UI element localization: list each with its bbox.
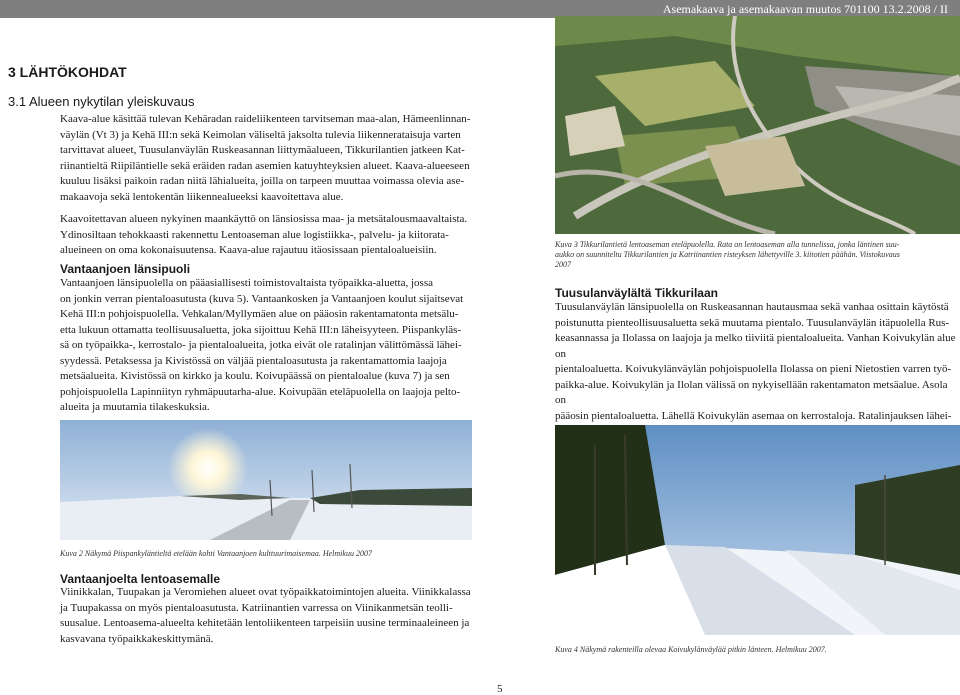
section-heading: 3 LÄHTÖKOHDAT: [8, 64, 127, 80]
caption-line: aukko on suunniteltu Tikkurilantien ja Katriinantien risteyksen lähettyville 3. kiitotien päähän. Viistokuvaus: [555, 250, 900, 259]
text-line: etta lukuun ottamatta teollisuusaluetta, joka sijoittuu Kehä III:n läheisyyteen. Piispankyläs-: [60, 323, 462, 336]
text-line: väylän (Vt 3) ja Kehä III:n sekä Keimolan väliseltä jaksolta tulevia liikennerataisuja varten: [60, 128, 461, 141]
text-line: on jonkin verran pientaloasutusta (kuva 5). Vantaankosken ja Vantaanjoen koulut sijaitsevat: [60, 292, 464, 305]
text-line: pohjoispuolella Lapinniityn ryhmäpuutarha-alue. Koivupään eteläpuolella on laajoja pelto-: [60, 385, 461, 398]
caption-line: 2007: [555, 260, 571, 269]
caption-line: Kuva 3 Tikkurilantietä lentoaseman eteläpuolella. Rata on lentoaseman alla tunnelissa, jonka läntinen suu-: [555, 240, 900, 249]
text-line: ja Tuupakassa on myös pientaloasutusta. Katriinantien varressa on Viinikanmetsän teolli-: [60, 601, 453, 614]
text-line: alueineen on oma kokonaisuutensa. Kaava-alue rajautuu itäosissaan pientaloalueisiin.: [60, 244, 437, 256]
text-line: Tuusulanväylän länsipuolella on Ruskeasannan hautausmaa sekä vanhaa osittain käytöstä: [555, 301, 949, 313]
text-line: pientaloaluetta. Koivukylänväylän pohjoispuolella Ilolassa on pieni Nietostien varren työ-: [555, 363, 952, 375]
photo-kuva-2: [60, 420, 472, 540]
text-line: metsäalueita. Kivistössä on kirkko ja koulu. Koivupäässä on pientaloalue (kuva 7) ja sen: [60, 370, 450, 382]
photo-kuva-4: [555, 425, 960, 635]
land-use-paragraph: [60, 212, 540, 259]
text-line: Kehä III:n pohjoispuolella. Vehkalan/Myllymäen alue on pääosin rakentamatonta metsälu-: [60, 308, 459, 320]
text-line: alueita ja muutamia tilakeskuksia.: [60, 401, 210, 413]
text-line: Ydinosiltaan tehokkaasti rakennettu Lentoaseman alue logistiikka-, palvelu- ja kiitorata-: [60, 228, 449, 241]
text-line: kuuluu lisäksi paikoin radan niitä lähialueita, joilla on tarpeen muuttaa voimassa olevia ase-: [60, 175, 465, 187]
photo-kuva-3: [555, 16, 960, 234]
text-line: tarvittavat alueet, Tuusulanväylän Ruskeasannan liittymäalueen, Tikkurilantien jatkeen Kat-: [60, 144, 465, 156]
tuusulanvayla-heading: Tuusulanväylältä Tikkurilaan: [555, 286, 718, 300]
subsection-heading: 3.1 Alueen nykytilan yleiskuvaus: [8, 94, 195, 109]
text-line: Vantaanjoen länsipuolella on pääasiallisesti toimistovaltaista työpaikka-aluetta, jossa: [60, 277, 433, 289]
text-line: syydessä. Petaksessa ja Kivistössä on väljää pientaloasutusta ja rakentamattomia laajoja: [60, 354, 447, 367]
text-line: paikka-alue. Koivukylän ja Ilolan välissä on nykyisellään rakentamaton metsäalue. Asola on: [555, 378, 948, 406]
text-line: sä on työpaikka-, kerrostalo- ja pientaloalueita, jotka eivät ole ratalinjan välittömässä lähei-: [60, 339, 462, 351]
caption-kuva-3: [555, 240, 960, 270]
text-line: Kaavoitettavan alueen nykyinen maankäyttö on länsiosissa maa- ja metsätalousmaavaltaista.: [60, 213, 468, 225]
document-title: Asemakaava ja asemakaavan muutos 701100 13.2.2008 / II: [662, 2, 948, 16]
text-line: Kaava-alue käsittää tulevan Kehäradan raideliikenteen tarvitseman maa-alan, Hämeenlinnan-: [60, 113, 471, 125]
text-line: poistunutta pienteollisuusaluetta sekä muutama pientalo. Tuusulanväylän itäpuolella Rus-: [555, 316, 950, 329]
text-line: pääosin pientaloaluetta. Lähellä Koivukylän asemaa on kerrostaloja. Ratalinjauksen lähei-: [555, 409, 952, 422]
text-line: suusalue. Lentoasema-alueelta kehitetään lentoliikenteen tarpeisiin uusine terminaaleineen ja: [60, 617, 470, 629]
vantaanjoki-paragraph: [60, 276, 540, 416]
lentoasema-heading: Vantaanjoelta lentoasemalle: [60, 572, 221, 586]
page-number: 5: [497, 683, 503, 695]
text-line: kasvavana työpaikkakeskittymänä.: [60, 632, 214, 645]
lentoasema-paragraph: [60, 585, 540, 647]
text-line: riinantieltä Riipiläntielle sekä eräiden radan asemien katuyhteyksien alueet. Kaava-alueeseen: [60, 159, 470, 172]
text-line: keasannassa ja Ilolassa on laajoja ja melko tiiviitä pientaloalueita. Vanhan Koivukylän alue on: [555, 332, 956, 360]
text-line: Viinikkalan, Tuupakan ja Veromiehen alueet ovat työpaikkatoimintojen alueita. Viinikkalassa: [60, 586, 471, 598]
caption-kuva-4: Kuva 4 Näkymä rakenteilla olevaa Koivukylänväylää pitkin länteen. Helmikuu 2007.: [555, 645, 827, 654]
intro-paragraph: [60, 112, 540, 205]
caption-kuva-2: Kuva 2 Näkymä Piispankyläntieltä etelään kohti Vantaanjoen kulttuurimaisemaa. Helmikuu 2007: [60, 549, 372, 558]
text-line: makaavoja sekä lentokentän liikennealueeksi kaavoitettava alue.: [60, 190, 344, 203]
vantaanjoki-heading: Vantaanjoen länsipuoli: [60, 262, 191, 276]
